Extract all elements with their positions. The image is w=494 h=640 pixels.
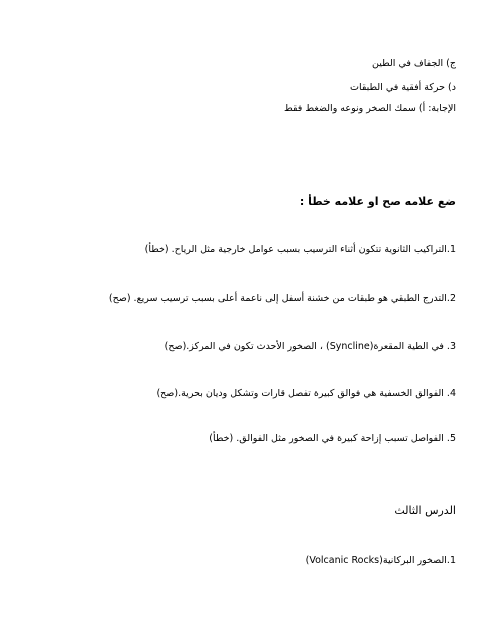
lesson-title: الدرس الثالث bbox=[394, 504, 456, 517]
statement-1: 1.التراكيب الثانوية تتكون أثناء الترسيب بسبب عوامل خارجية مثل الرياح. (خطأ) bbox=[144, 244, 456, 255]
answer-line: الإجابة: أ) سمك الصخر ونوعه والضغط فقط bbox=[283, 103, 456, 114]
statement-2: 2.التدرج الطبقي هو طبقات من خشنة أسفل إلى ناعمة أعلى بسبب ترسيب سريع. (صح) bbox=[108, 293, 456, 304]
option-d: د) حركة أفقية في الطبقات bbox=[350, 82, 456, 93]
option-c: ج) الجفاف في الطين bbox=[372, 58, 456, 69]
section-title: ضع علامه صح او علامه خطأ : bbox=[299, 195, 456, 208]
statement-4: 4. الفوالق الخسفية هي فوالق كبيرة تفصل قارات وتشكل وديان بحرية.(صح) bbox=[156, 388, 456, 399]
statement-3: 3. في الطية المقعرة(Syncline) ، الصخور الأحدث تكون في المركز.(صح) bbox=[164, 341, 456, 352]
lesson-item-1: 1.الصخور البركانية(Volcanic Rocks) bbox=[305, 555, 456, 566]
statement-5: 5. الفواصل تسبب إزاحة كبيرة في الصخور مثل الفوالق. (خطأ) bbox=[209, 433, 456, 444]
